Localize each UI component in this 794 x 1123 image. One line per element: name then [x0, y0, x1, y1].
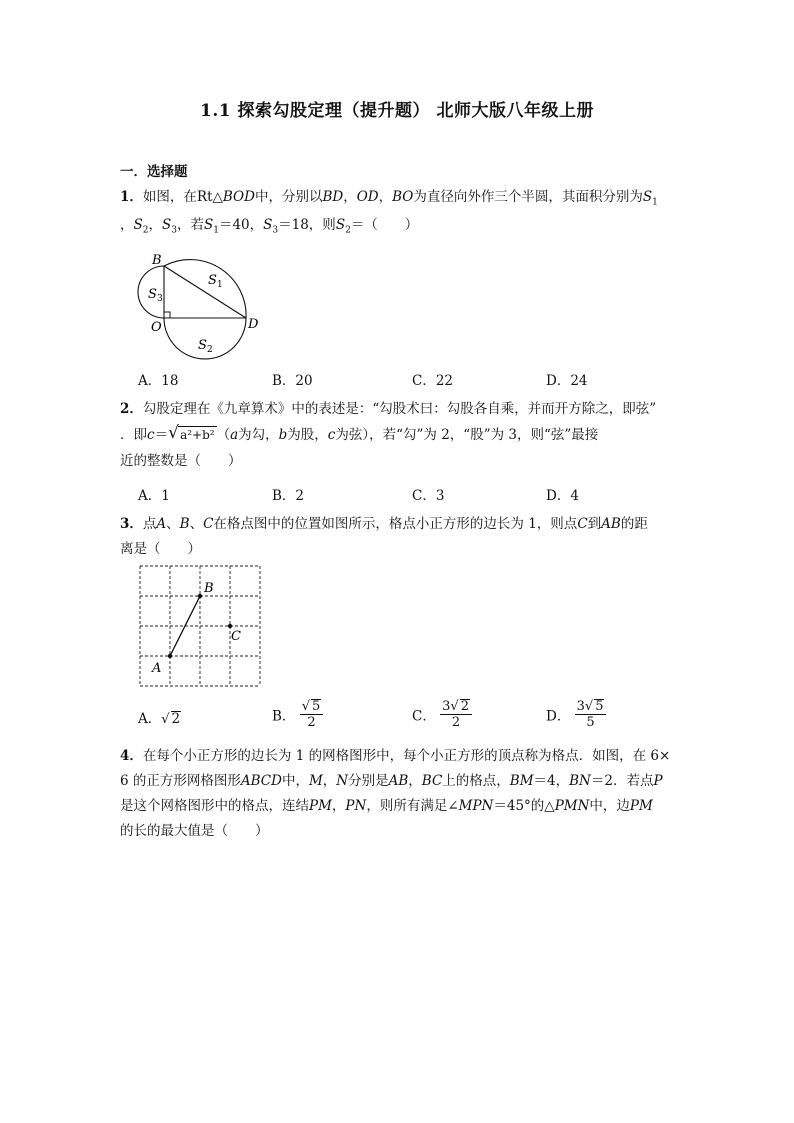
point-b — [198, 594, 202, 598]
label-s1: S — [208, 273, 217, 288]
q4-text: 中，边 — [589, 798, 630, 814]
q2-option-c: C．3 — [412, 488, 445, 504]
q4-pn: PN — [345, 798, 367, 814]
q4-pm: PM — [309, 798, 332, 814]
question-number: 4． — [120, 748, 143, 764]
q4-text: ，则所有满足∠ — [366, 798, 459, 814]
point-a — [168, 654, 172, 658]
question-4-text — [120, 744, 680, 844]
q4-sep: ， — [331, 798, 346, 814]
option-label: A． — [138, 711, 162, 727]
right-angle-mark — [164, 312, 170, 318]
q2-b: b — [278, 427, 288, 443]
q3-option-a — [138, 707, 181, 727]
radicand: 2 — [171, 711, 181, 727]
q1-text: 如图，在 — [142, 189, 197, 205]
q2-c: c — [147, 427, 155, 443]
label-b: B — [204, 581, 214, 596]
label-s2: S — [198, 338, 207, 353]
q4-sep: ， — [322, 773, 337, 789]
label-a: A — [152, 661, 162, 676]
q1-s1-sub: 1 — [652, 197, 658, 208]
q3-c: C — [203, 516, 214, 532]
point-c — [228, 624, 232, 628]
sqrt-icon: √ — [584, 699, 594, 714]
sqrt-icon: √ — [168, 423, 179, 443]
q1-s3: S — [161, 216, 172, 233]
q3-text: 到 — [587, 516, 602, 532]
q4-line4: 的长的最大值是（ ） — [120, 823, 269, 839]
denominator: 2 — [307, 715, 316, 730]
label-s3-sub: 3 — [157, 294, 163, 304]
coefficient: 3 — [442, 699, 451, 714]
q3-grid-figure — [136, 562, 264, 688]
q4-text: 中， — [281, 773, 309, 789]
radicand: 2 — [460, 699, 469, 714]
q2-text: （ — [216, 427, 231, 443]
label-d: D — [248, 317, 259, 332]
q1-text: 中，分别以 — [254, 189, 323, 205]
q1-option-b: B．20 — [272, 373, 313, 389]
q3-b: B — [179, 516, 190, 532]
q1-option-c: C．22 — [412, 373, 454, 389]
q1-text: ， — [148, 216, 162, 233]
fraction — [300, 699, 324, 730]
question-number: 3． — [120, 516, 143, 532]
q1-text: 为直径向外作三个半圆，其面积分别为 — [413, 189, 643, 205]
section-heading: 一．选择题 — [120, 164, 188, 180]
label-b: B — [152, 253, 162, 268]
q1-s2b-sub: 2 — [345, 225, 351, 236]
q1-bd: BD — [322, 189, 344, 205]
fraction — [575, 699, 607, 730]
q1-s1: S — [642, 189, 653, 205]
q1-od: OD — [356, 189, 379, 205]
q1-eq3: ＝18，则 — [278, 216, 336, 233]
q4-p: P — [653, 773, 663, 789]
q1-s2: S — [133, 216, 143, 233]
option-label: C． — [412, 708, 436, 725]
q4-pmn: PMN — [554, 798, 590, 814]
sqrt-icon: √ — [161, 712, 170, 727]
option-label: D． — [546, 708, 571, 725]
q4-m: M — [308, 773, 323, 789]
q2-eq: ＝ — [154, 427, 169, 443]
question-2-text — [120, 396, 680, 474]
numerator — [300, 699, 324, 715]
label-o: O — [151, 320, 162, 335]
q1-s3b: S — [263, 216, 273, 233]
question-1-text — [120, 186, 680, 241]
radicand: 5 — [595, 699, 604, 714]
q1-bo: BO — [392, 189, 414, 205]
q2-option-d: D．4 — [546, 488, 579, 504]
q2-radicand: a²+b² — [180, 428, 215, 442]
q3-option-c — [412, 699, 472, 730]
coefficient: 3 — [576, 699, 585, 714]
q4-text: ＝2．若点 — [590, 773, 654, 789]
q3-option-b — [272, 699, 323, 730]
q4-pm2: PM — [629, 798, 653, 814]
q3-text: 的距 — [620, 516, 648, 532]
question-number: 1． — [120, 189, 143, 205]
q3-sep: 、 — [166, 516, 180, 532]
q1-text: ， — [120, 216, 134, 233]
label-s2-sub: 2 — [207, 345, 213, 355]
q3-ab: AB — [601, 516, 621, 532]
q3-option-d — [546, 699, 606, 730]
q1-option-a: A．18 — [138, 373, 179, 389]
numerator — [575, 699, 607, 715]
denominator: 5 — [586, 715, 595, 730]
q3-text: 点 — [142, 516, 157, 532]
q1-option-d: D．24 — [546, 373, 588, 389]
q1-eq2: ＝（ ） — [350, 216, 419, 233]
denominator: 2 — [451, 715, 461, 730]
option-label: B． — [272, 708, 296, 725]
q4-n: N — [336, 773, 349, 789]
q1-s1b-sub: 1 — [213, 225, 219, 236]
q4-text: ＝45°的△ — [493, 798, 555, 814]
q3-line2: 离是（ ） — [120, 541, 201, 557]
q4-text: 分别是 — [348, 773, 389, 789]
numerator — [440, 699, 472, 715]
q4-text: 6 的正方形网格图形 — [120, 773, 241, 789]
q2-c2: c — [327, 427, 336, 443]
page-title: 1.1 探索勾股定理（提升题） 北师大版八年级上册 — [200, 101, 594, 121]
q1-s3b-sub: 3 — [272, 225, 279, 236]
sqrt-icon: √ — [301, 699, 311, 714]
q4-bm: BM — [509, 773, 534, 789]
q4-text: ＝4， — [533, 773, 570, 789]
q4-text: 是这个网格图形中的格点，连结 — [120, 798, 309, 814]
label-s1-sub: 1 — [217, 280, 223, 290]
q1-eq1: ＝40， — [218, 216, 264, 233]
segment-bd — [164, 266, 246, 318]
q4-text: 上的格点， — [442, 773, 510, 789]
q4-mpn: MPN — [458, 798, 494, 814]
q2-radical — [168, 422, 217, 448]
fraction — [440, 699, 472, 730]
question-number: 2． — [120, 401, 143, 417]
q4-abcd: ABCD — [240, 773, 282, 789]
q1-sep: ， — [343, 189, 357, 205]
q4-line1: 在每个小正方形的边长为 1 的网格图形中，每个小正方形的顶点称为格点．如图，在 6× — [142, 748, 671, 764]
q2-text: 为股， — [287, 427, 328, 443]
q2-line1: 勾股定理在《九章算术》中的表述是：“勾股术曰：勾股各自乘，并而开方除之，即弦” — [142, 401, 657, 417]
question-3-text — [120, 512, 680, 562]
radicand: 5 — [312, 699, 321, 714]
q4-ab: AB — [388, 773, 409, 789]
q4-bn: BN — [569, 773, 591, 789]
q1-s3-sub: 3 — [171, 225, 177, 236]
q2-text: ．即 — [120, 427, 147, 443]
q4-bc: BC — [421, 773, 443, 789]
q2-a: a — [230, 427, 239, 443]
label-s3: S — [148, 287, 157, 302]
q2-option-b: B．2 — [272, 488, 305, 504]
q2-text: 为弦），若“勾”为 2，“股”为 3，则“弦”最接 — [335, 427, 599, 443]
q3-sep: 、 — [189, 516, 204, 532]
q1-sep: ， — [378, 189, 393, 205]
q2-text: 为勾， — [238, 427, 279, 443]
q1-s2-sub: 2 — [142, 225, 149, 236]
q1-figure — [128, 240, 278, 370]
q3-text: 在格点图中的位置如图所示，格点小正方形的边长为 1，则点 — [213, 516, 578, 532]
q1-text: ，若 — [176, 216, 204, 233]
q2-option-a: A．1 — [138, 488, 170, 504]
q1-s1b: S — [203, 216, 214, 233]
q2-line3: 近的整数是（ ） — [120, 453, 242, 469]
q3-c2: C — [577, 516, 588, 532]
q4-sep: ， — [408, 773, 422, 789]
semicircle-s1 — [164, 260, 246, 318]
label-c: C — [231, 629, 241, 644]
q1-bod: BOD — [222, 189, 255, 205]
q1-s2b: S — [335, 216, 346, 233]
q1-rt: Rt△ — [196, 189, 223, 205]
sqrt-icon: √ — [450, 699, 459, 714]
q3-a: A — [156, 516, 167, 532]
